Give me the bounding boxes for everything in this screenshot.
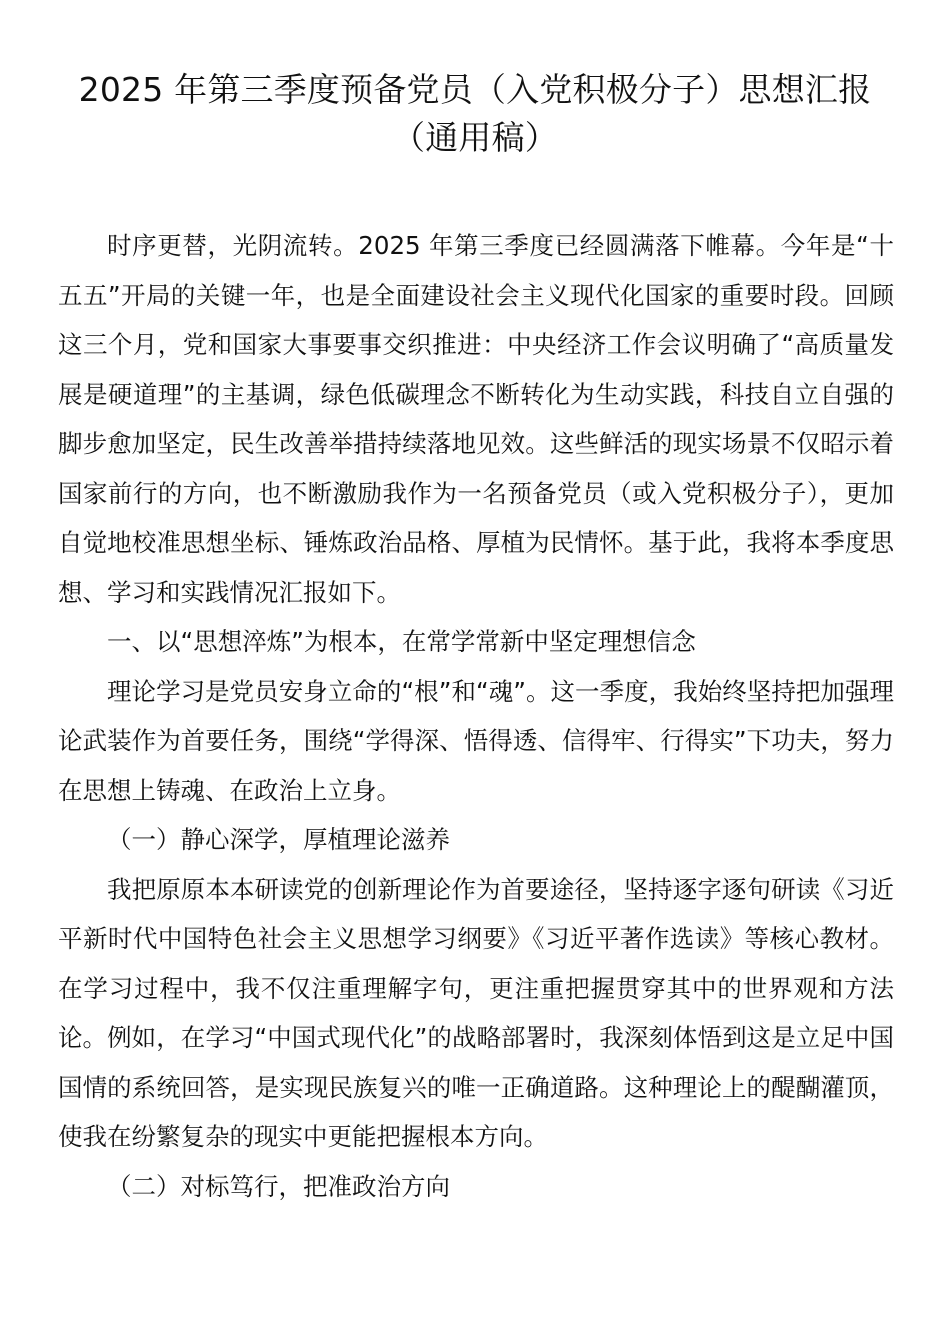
document-title — [40, 66, 910, 162]
title-line-1: 2025 年第三季度预备党员（入党积极分子）思想汇报 — [78, 70, 872, 109]
subsection-1-paragraph: 我把原原本本研读党的创新理论作为首要途径，坚持逐字逐句研读《习近平新时代中国特色社会主义思想学习纲要》《习近平著作选读》等核心教材。在学习过程中，我不仅注重理解字句，更注重把握贯穿其中的世界观和方法论。例如，在学习“中国式现代化”的战略部署时，我深刻体悟到这是立足中国国情的系统回答，是实现民族复兴的唯一正确道路。这种理论上的醍醐灌顶，使我在纷繁复杂的现实中更能把握根本方向。 — [58, 874, 894, 1151]
section-1-paragraph: 理论学习是党员安身立命的“根”和“魂”。这一季度，我始终坚持把加强理论武装作为首要任务，围绕“学得深、悟得透、信得牢、行得实”下功夫，努力在思想上铸魂、在政治上立身。 — [58, 676, 894, 805]
subsection-heading-2: （二）对标笃行，把准政治方向 — [107, 1171, 450, 1201]
title-line-2: （通用稿） — [392, 118, 558, 157]
section-heading-1: 一、以“思想淬炼”为根本，在常学常新中坚定理想信念 — [107, 627, 696, 656]
intro-paragraph: 时序更替，光阴流转。2025 年第三季度已经圆满落下帷幕。今年是“十五五”开局的关键一年，也是全面建设社会主义现代化国家的重要时段。回顾这三个月，党和国家大事要事交织推进：中央经济工作会议明确了“高质量发展是硬道理”的主基调，绿色低碳理念不断转化为生动实践，科技自立自强的脚步愈加坚定，民生改善举措持续落地见效。这些鲜活的现实场景不仅昭示着国家前行的方向，也不断激励我作为一名预备党员（或入党积极分子），更加自觉地校准思想坐标、锤炼政治品格、厚植为民情怀。基于此，我将本季度思想、学习和实践情况汇报如下。 — [58, 231, 894, 607]
subsection-heading-1: （一）静心深学，厚植理论滋养 — [107, 825, 450, 854]
document-body — [58, 221, 894, 1211]
